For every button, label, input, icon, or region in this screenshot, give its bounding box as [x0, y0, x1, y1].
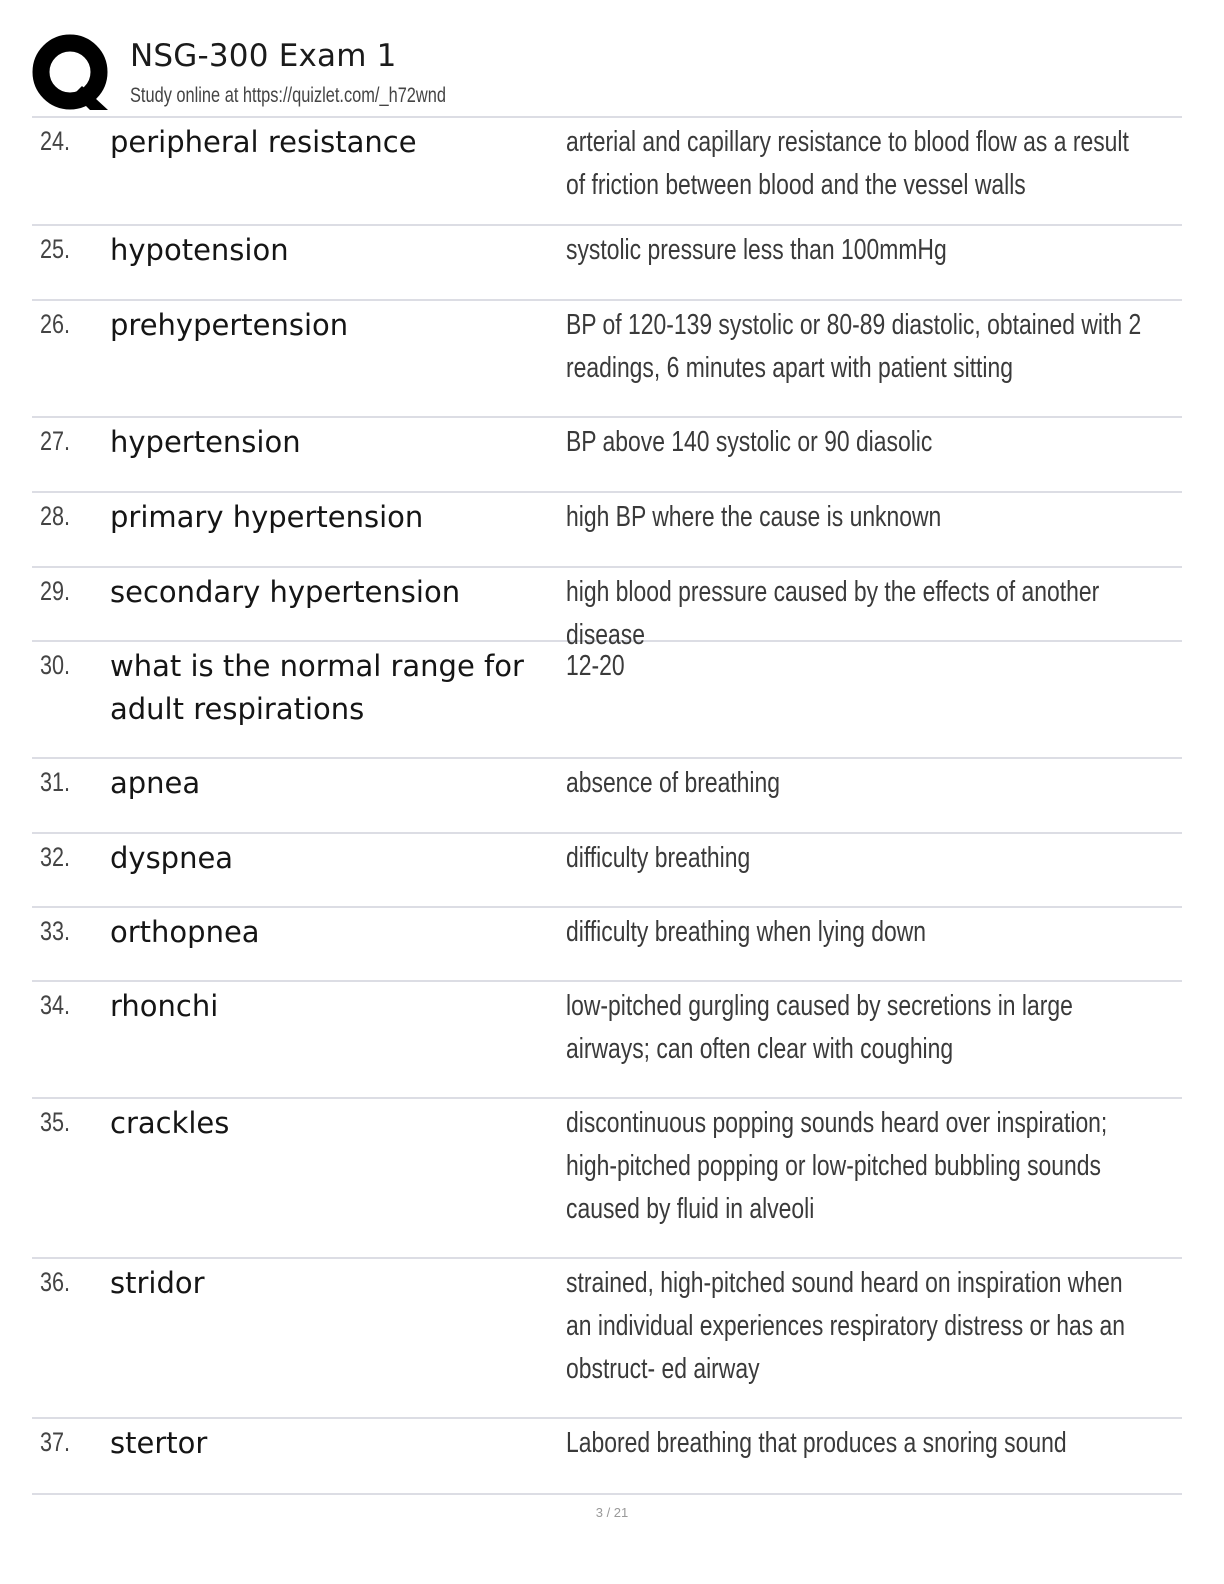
- term-text: prehypertension: [110, 308, 349, 342]
- table-row: [32, 908, 1182, 982]
- term-text: apnea: [110, 766, 201, 800]
- table-row: [32, 834, 1182, 908]
- row-number: 36.: [40, 1267, 71, 1297]
- definition-text: BP of 120-139 systolic or 80-89 diastolic, obtained with 2 readings, 6 minutes apart with patient sitting: [566, 309, 1142, 384]
- definition-text: strained, high-pitched sound heard on inspiration when an individual experiences respiratory distress or has an obstruct- ed airway: [566, 1267, 1126, 1385]
- table-row: [32, 642, 1182, 759]
- definition-text: high BP where the cause is unknown: [566, 501, 942, 533]
- page-number: 3 / 21: [595, 1505, 629, 1520]
- definition-text: difficulty breathing: [566, 842, 751, 874]
- row-number: 31.: [40, 767, 71, 797]
- definition-text: absence of breathing: [566, 767, 780, 799]
- term-text: peripheral resistance: [110, 125, 417, 159]
- definition-text: systolic pressure less than 100mmHg: [566, 234, 947, 266]
- term-text: crackles: [110, 1106, 230, 1140]
- row-number: 37.: [40, 1427, 71, 1457]
- term-text: secondary hypertension: [110, 575, 461, 609]
- table-row: [32, 1259, 1182, 1419]
- table-row: [32, 982, 1182, 1099]
- row-number: 27.: [40, 426, 71, 456]
- row-number: 26.: [40, 309, 71, 339]
- table-row: [32, 226, 1182, 301]
- table-row: [32, 493, 1182, 568]
- quizlet-logo-icon: [32, 34, 112, 114]
- term-text: dyspnea: [110, 841, 234, 875]
- table-row: [32, 118, 1182, 226]
- study-online-link[interactable]: Study online at https://quizlet.com/_h72wnd: [130, 84, 446, 107]
- row-number: 34.: [40, 990, 71, 1020]
- table-row: [32, 1419, 1182, 1495]
- table-row: [32, 301, 1182, 418]
- row-number: 35.: [40, 1107, 71, 1137]
- term-text: hypotension: [110, 233, 289, 267]
- row-number: 28.: [40, 501, 71, 531]
- term-text: primary hypertension: [110, 500, 424, 534]
- table-row: [32, 759, 1182, 834]
- table-row: [32, 568, 1182, 651]
- term-text: hypertension: [110, 425, 301, 459]
- page-header: [32, 32, 1182, 112]
- definition-text: low-pitched gurgling caused by secretions in large airways; can often clear with coughing: [566, 990, 1073, 1065]
- term-text: what is the normal range for adult respirations: [110, 649, 524, 726]
- row-number: 29.: [40, 576, 71, 606]
- term-text: stertor: [110, 1426, 208, 1460]
- definition-text: high blood pressure caused by the effects of another disease: [566, 576, 1100, 651]
- definition-text: difficulty breathing when lying down: [566, 916, 927, 948]
- row-number: 24.: [40, 126, 71, 156]
- row-number: 25.: [40, 234, 71, 264]
- document-title: NSG-300 Exam 1: [130, 38, 397, 74]
- definition-text: discontinuous popping sounds heard over inspiration; high-pitched popping or low-pitched bubbling sounds caused by fluid in alveoli: [566, 1107, 1108, 1225]
- definition-text: BP above 140 systolic or 90 diasolic: [566, 426, 933, 458]
- definition-text: 12-20: [566, 650, 625, 682]
- table-row: [32, 1099, 1182, 1259]
- row-number: 33.: [40, 916, 71, 946]
- row-number: 32.: [40, 842, 71, 872]
- term-text: orthopnea: [110, 915, 260, 949]
- table-row: [32, 418, 1182, 493]
- row-number: 30.: [40, 650, 71, 680]
- flashcard-table: [32, 116, 1182, 1495]
- definition-text: arterial and capillary resistance to blood flow as a result of friction between blood and the vessel walls: [566, 126, 1129, 201]
- term-text: rhonchi: [110, 989, 219, 1023]
- term-text: stridor: [110, 1266, 205, 1300]
- definition-text: Labored breathing that produces a snoring sound: [566, 1427, 1067, 1459]
